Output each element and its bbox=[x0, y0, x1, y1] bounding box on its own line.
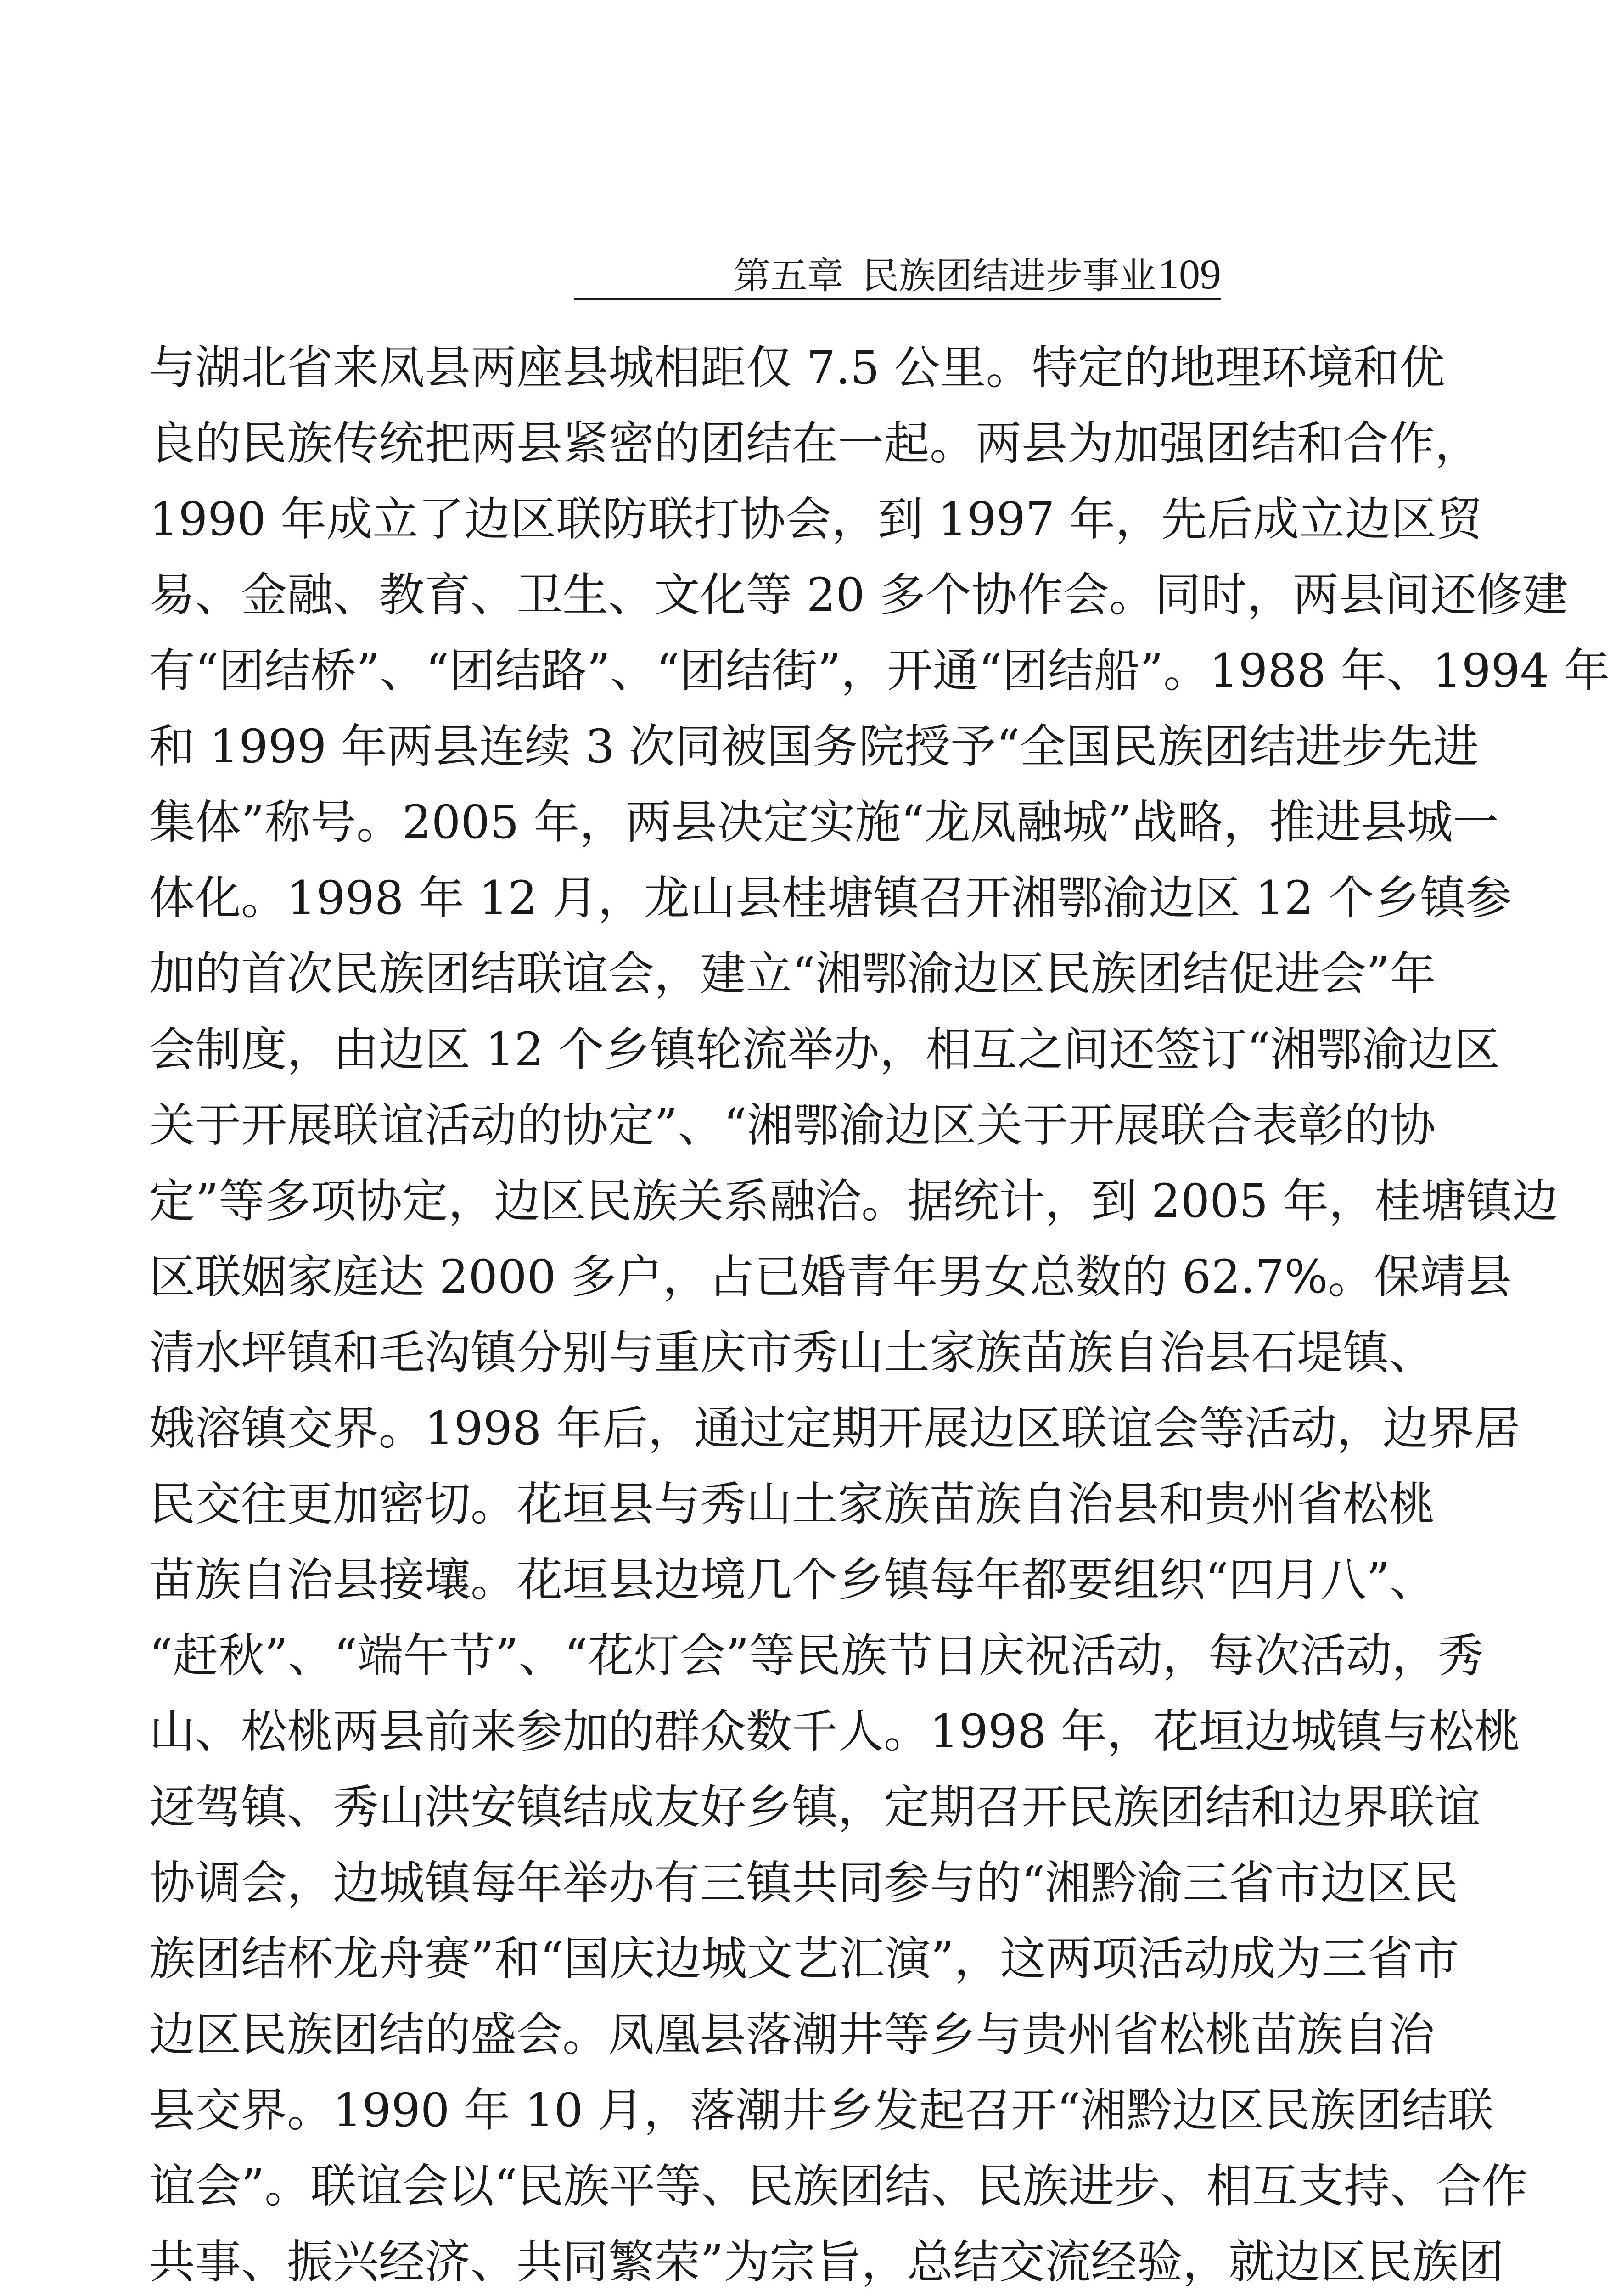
text-line: 民交往更加密切。花垣县与秀山土家族苗族自治县和贵州省松桃 bbox=[149, 1477, 1435, 1531]
running-header bbox=[574, 250, 1221, 298]
text-line: 山、松桃两县前来参加的群众数千人。1998 年，花垣边城镇与松桃 bbox=[149, 1705, 1520, 1758]
header-rule bbox=[574, 298, 1221, 300]
text-line: 共事、振兴经济、共同繁荣”为宗旨，总结交流经验，就边区民族团 bbox=[149, 2235, 1504, 2289]
text-line: 娥溶镇交界。1998 年后，通过定期开展边区联谊会等活动，边界居 bbox=[149, 1401, 1520, 1455]
text-line: 协调会，边城镇每年举办有三镇共同参与的“湘黔渝三省市边区民 bbox=[149, 1856, 1459, 1910]
text-line: 与湖北省来凤县两座县城相距仅 7.5 公里。特定的地理环境和优 bbox=[149, 341, 1445, 394]
text-line: 苗族自治县接壤。花垣县边境几个乡镇每年都要组织“四月八”、 bbox=[149, 1553, 1436, 1607]
text-line: 族团结杯龙舟赛”和“国庆边城文艺汇演”，这两项活动成为三省市 bbox=[149, 1932, 1459, 1986]
text-line: 关于开展联谊活动的协定”、“湘鄂渝边区关于开展联合表彰的协 bbox=[149, 1098, 1436, 1152]
body-text bbox=[149, 330, 1610, 2296]
text-line: 加的首次民族团结联谊会，建立“湘鄂渝边区民族团结促进会”年 bbox=[149, 947, 1436, 1001]
text-line: 易、金融、教育、卫生、文化等 20 多个协作会。同时，两县间还修建 bbox=[149, 568, 1568, 622]
text-line: 集体”称号。2005 年，两县决定实施“龙凤融城”战略，推进县城一 bbox=[149, 795, 1499, 849]
text-line: 有“团结桥”、“团结路”、“团结街”，开通“团结船”。1988 年、1994 年 bbox=[149, 644, 1610, 698]
text-line: 和 1999 年两县连续 3 次同被国务院授予“全国民族团结进步先进 bbox=[149, 720, 1479, 773]
text-line: 谊会”。联谊会以“民族平等、民族团结、民族进步、相互支持、合作 bbox=[149, 2159, 1528, 2213]
text-line: 边区民族团结的盛会。凤凰县落潮井等乡与贵州省松桃苗族自治 bbox=[149, 2008, 1435, 2061]
chapter-label: 第五章 bbox=[734, 254, 844, 297]
page-number: 109 bbox=[1158, 251, 1221, 298]
text-line: 会制度，由边区 12 个乡镇轮流举办，相互之间还签订“湘鄂渝边区 bbox=[149, 1023, 1500, 1076]
text-line: 1990 年成立了边区联防联打协会，到 1997 年，先后成立边区贸 bbox=[149, 492, 1483, 546]
text-line: 区联姻家庭达 2000 多户，占已婚青年男女总数的 62.7%。保靖县 bbox=[149, 1250, 1512, 1304]
text-line: “赶秋”、“端午节”、“花灯会”等民族节日庆祝活动，每次活动，秀 bbox=[149, 1629, 1484, 1683]
text-line: 迓驾镇、秀山洪安镇结成友好乡镇，定期召开民族团结和边界联谊 bbox=[149, 1780, 1481, 1834]
chapter-title: 民族团结进步事业 bbox=[862, 254, 1156, 297]
text-line: 清水坪镇和毛沟镇分别与重庆市秀山土家族苗族自治县石堤镇、 bbox=[149, 1326, 1435, 1379]
text-line: 定”等多项协定，边区民族关系融洽。据统计，到 2005 年，桂塘镇边 bbox=[149, 1174, 1559, 1228]
text-line: 县交界。1990 年 10 月，落潮井乡发起召开“湘黔边区民族团结联 bbox=[149, 2083, 1494, 2137]
text-line: 良的民族传统把两县紧密的团结在一起。两县为加强团结和合作， bbox=[149, 416, 1481, 470]
text-line: 体化。1998 年 12 月，龙山县桂塘镇召开湘鄂渝边区 12 个乡镇参 bbox=[149, 871, 1512, 925]
